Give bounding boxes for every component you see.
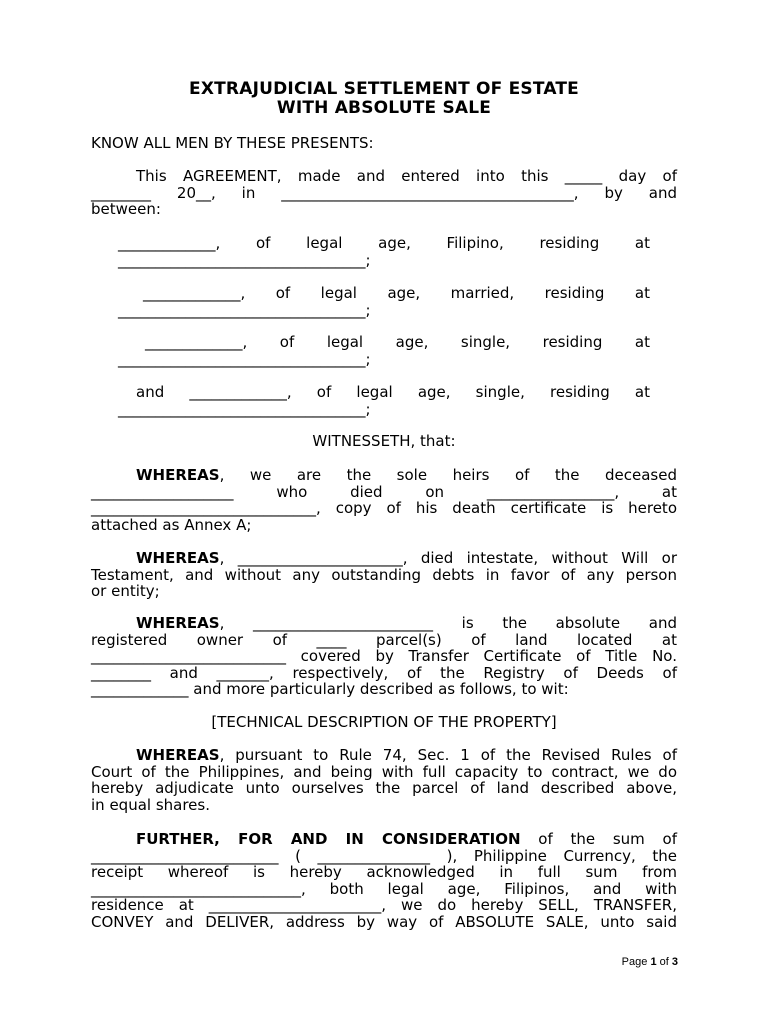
whereas-2-line-1-text: , ______________________, died intestate, without Will or	[219, 549, 677, 567]
whereas-2-line-3: or entity;	[91, 582, 160, 601]
whereas-clause-1	[91, 467, 677, 533]
party-4-line-2: _________________________________;	[118, 399, 371, 418]
whereas-3-line-5: _____________ and more particularly described as follows, to wit:	[91, 680, 569, 699]
agreement-line-3: between:	[91, 200, 161, 219]
further-line-5: residence at _______________________, we do hereby SELL, TRANSFER,	[91, 896, 677, 915]
whereas-1-line-1-text: , we are the sole heirs of the deceased	[219, 466, 677, 484]
party-1-line-1: _____________, of legal age, Filipino, residing at	[118, 234, 650, 252]
whereas-3-line-3: __________________________ covered by Transfer Certificate of Title No.	[91, 647, 677, 666]
party-1-line-2: _________________________________;	[118, 250, 371, 269]
whereas-1-lead: WHEREAS	[136, 466, 220, 484]
whereas-clause-2	[91, 550, 677, 600]
whereas-4-line-2: Court of the Philippines, and being with full capacity to contract, we do	[91, 762, 677, 781]
whereas-2-lead: WHEREAS	[136, 549, 220, 567]
agreement-line-2: ________ 20__, in _______________________________________, by and	[91, 183, 677, 202]
whereas-1-line-4: attached as Annex A;	[91, 515, 252, 534]
further-clause	[91, 831, 677, 931]
whereas-2-line-1	[91, 550, 677, 567]
page-label: Page	[621, 956, 648, 968]
page-current: 1	[650, 956, 657, 968]
page-number	[622, 956, 678, 968]
party-4-line-1: and _____________, of legal age, single, residing at	[136, 383, 650, 401]
further-lead: FURTHER, FOR AND IN CONSIDERATION	[136, 830, 521, 848]
party-3	[118, 334, 650, 367]
opening-statement: KNOW ALL MEN BY THESE PRESENTS:	[91, 134, 374, 152]
party-4	[118, 384, 650, 417]
technical-description-heading: [TECHNICAL DESCRIPTION OF THE PROPERTY]	[211, 713, 557, 731]
document-title-line-1: EXTRAJUDICIAL SETTLEMENT OF ESTATE	[189, 79, 579, 99]
party-2-line-1: _____________, of legal age, married, residing at	[143, 284, 650, 302]
whereas-3-line-2: registered owner of ____ parcel(s) of land located at	[91, 630, 677, 649]
page-total: 3	[671, 956, 678, 968]
whereas-4-line-3: hereby adjudicate unto ourselves the parcel of land described above,	[91, 779, 677, 798]
party-3-line-1: _____________, of legal age, single, residing at	[145, 333, 650, 351]
further-line-2: _________________________ ( _______________ ), Philippine Currency, the	[91, 846, 677, 865]
page-of-label: of	[659, 956, 669, 968]
whereas-1-line-1	[91, 467, 677, 484]
agreement-line-1: This AGREEMENT, made and entered into this _____ day of	[136, 167, 677, 185]
party-2	[118, 285, 650, 318]
whereas-3-line-1	[91, 615, 677, 632]
whereas-1-line-3: ______________________________, copy of his death certificate is hereto	[91, 499, 677, 518]
party-2-line-2: _________________________________;	[118, 300, 371, 319]
whereas-4-line-4: in equal shares.	[91, 795, 210, 814]
document-title-line-2: WITH ABSOLUTE SALE	[276, 98, 492, 118]
further-line-4: ____________________________, both legal age, Filipinos, and with	[91, 879, 677, 898]
further-line-6: CONVEY and DELIVER, address by way of ABSOLUTE SALE, unto said	[91, 912, 677, 931]
further-line-3: receipt whereof is hereby acknowledged in full sum from	[91, 863, 677, 882]
witnesseth-heading: WITNESSETH, that:	[312, 432, 456, 450]
party-1	[118, 235, 650, 268]
agreement-paragraph	[91, 168, 677, 218]
whereas-clause-3	[91, 615, 677, 698]
whereas-2-line-2: Testament, and without any outstanding debts in favor of any person	[91, 565, 677, 584]
whereas-clause-4	[91, 747, 677, 813]
further-line-1	[91, 831, 677, 848]
whereas-3-lead: WHEREAS	[136, 614, 220, 632]
further-line-1-text: of the sum of	[520, 830, 677, 848]
whereas-4-line-1	[91, 747, 677, 764]
whereas-1-line-2: ___________________ who died on _________________, at	[91, 482, 677, 501]
whereas-4-lead: WHEREAS	[136, 746, 220, 764]
whereas-3-line-1-text: , ________________________ is the absolute and	[219, 614, 677, 632]
whereas-4-line-1-text: , pursuant to Rule 74, Sec. 1 of the Revised Rules of	[219, 746, 677, 764]
party-3-line-2: _________________________________;	[118, 349, 371, 368]
whereas-3-line-4: ________ and _______, respectively, of the Registry of Deeds of	[91, 663, 677, 682]
